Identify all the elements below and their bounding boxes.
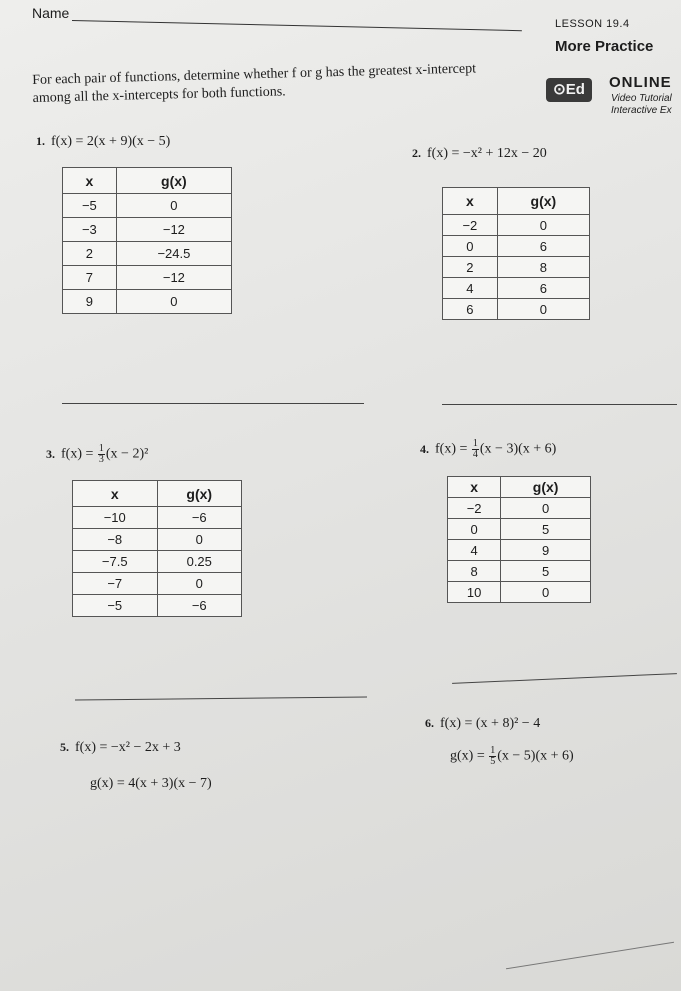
online-label: ONLINE bbox=[609, 74, 672, 91]
table-row bbox=[73, 595, 242, 617]
video-tutorial-label: Video Tutorial bbox=[611, 93, 672, 104]
gx-value: 8 bbox=[497, 257, 589, 278]
problem-3-table bbox=[72, 480, 242, 617]
fraction-denominator: 3 bbox=[98, 454, 104, 465]
gx-value: 0 bbox=[157, 529, 242, 551]
x-value: −3 bbox=[63, 218, 117, 242]
x-value: −7 bbox=[73, 573, 158, 595]
x-value: 10 bbox=[448, 582, 501, 603]
gx-value: 0 bbox=[116, 290, 231, 314]
problem-6-function-g bbox=[450, 746, 574, 767]
fraction-denominator: 5 bbox=[490, 756, 496, 767]
function-f-suffix: (x − 2)² bbox=[105, 446, 149, 462]
table-row bbox=[63, 194, 232, 218]
header-x: x bbox=[63, 168, 117, 194]
problem-3-answer-line[interactable] bbox=[75, 696, 367, 700]
problem-4-answer-line[interactable] bbox=[452, 673, 677, 684]
problem-2-function bbox=[412, 146, 547, 162]
fraction-numerator: 1 bbox=[490, 745, 496, 756]
table-row bbox=[448, 519, 591, 540]
header-gx: g(x) bbox=[497, 188, 589, 215]
gx-value: 0 bbox=[501, 582, 591, 603]
table-row bbox=[448, 498, 591, 519]
problem-4-function bbox=[420, 439, 556, 460]
problem-number: 1. bbox=[36, 134, 45, 148]
table-row bbox=[63, 290, 232, 314]
gx-value: 6 bbox=[497, 236, 589, 257]
gx-value: −24.5 bbox=[116, 242, 231, 266]
x-value: 4 bbox=[443, 278, 498, 299]
function-f: f(x) = −x² − 2x + 3 bbox=[75, 740, 181, 755]
problem-number: 4. bbox=[420, 441, 429, 456]
table-row bbox=[448, 582, 591, 603]
table-row bbox=[73, 573, 242, 595]
gx-value: 0.25 bbox=[157, 551, 242, 573]
x-value: −7.5 bbox=[73, 551, 158, 573]
function-f: f(x) = (x + 8)² − 4 bbox=[440, 716, 541, 731]
problem-number: 5. bbox=[60, 740, 69, 754]
problem-5-function-f bbox=[60, 740, 181, 756]
gx-value: −12 bbox=[116, 266, 231, 290]
table-row bbox=[448, 561, 591, 582]
x-value: 8 bbox=[448, 561, 501, 582]
problem-2-answer-line[interactable] bbox=[442, 404, 677, 405]
problem-4-table bbox=[447, 476, 591, 603]
gx-value: −6 bbox=[157, 595, 242, 617]
function-f-prefix: f(x) = bbox=[435, 441, 468, 457]
problem-2-table bbox=[442, 187, 590, 320]
table-header-row bbox=[443, 188, 590, 215]
fraction bbox=[472, 439, 479, 460]
header-gx: g(x) bbox=[116, 168, 231, 194]
problem-number: 2. bbox=[412, 146, 421, 160]
table-row bbox=[73, 507, 242, 529]
header-gx: g(x) bbox=[157, 481, 242, 507]
table-row bbox=[73, 551, 242, 573]
fraction-numerator: 1 bbox=[98, 443, 104, 454]
problem-number: 3. bbox=[46, 446, 55, 461]
online-resources bbox=[611, 93, 672, 117]
fraction-denominator: 4 bbox=[472, 449, 478, 460]
instructions: For each pair of functions, determine whether f or g has the greatest x-intercept among all the x-intercepts for both functions. bbox=[32, 61, 477, 106]
gx-value: −6 bbox=[157, 507, 242, 529]
problem-1-function bbox=[36, 134, 170, 150]
table-row bbox=[443, 299, 590, 320]
x-value: 9 bbox=[63, 290, 117, 314]
gx-value: 5 bbox=[501, 519, 591, 540]
gx-value: 6 bbox=[497, 278, 589, 299]
function-f: f(x) = −x² + 12x − 20 bbox=[427, 146, 547, 161]
x-value: 6 bbox=[443, 299, 498, 320]
x-value: 7 bbox=[63, 266, 117, 290]
gx-value: 0 bbox=[116, 194, 231, 218]
gx-value: −12 bbox=[116, 218, 231, 242]
gx-value: 0 bbox=[497, 215, 589, 236]
header-gx: g(x) bbox=[501, 477, 591, 498]
x-value: 2 bbox=[63, 242, 117, 266]
ed-online-logo: ⊙Ed bbox=[546, 78, 592, 102]
function-f-prefix: f(x) = bbox=[61, 446, 94, 462]
fraction-numerator: 1 bbox=[472, 438, 478, 449]
table-row bbox=[63, 242, 232, 266]
x-value: −2 bbox=[448, 498, 501, 519]
gx-value: 0 bbox=[501, 498, 591, 519]
problem-6-function-f bbox=[425, 716, 540, 732]
interactive-example-label: Interactive Ex bbox=[611, 105, 672, 116]
problem-6-answer-line[interactable] bbox=[506, 942, 674, 970]
lesson-number: LESSON 19.4 bbox=[555, 18, 630, 30]
fraction bbox=[489, 746, 496, 767]
x-value: −2 bbox=[443, 215, 498, 236]
x-value: −8 bbox=[73, 529, 158, 551]
table-row bbox=[443, 236, 590, 257]
table-row bbox=[63, 218, 232, 242]
x-value: −10 bbox=[73, 507, 158, 529]
gx-value: 5 bbox=[501, 561, 591, 582]
name-answer-line[interactable] bbox=[72, 20, 522, 31]
problem-1-table bbox=[62, 167, 232, 314]
table-row bbox=[443, 278, 590, 299]
x-value: 0 bbox=[443, 236, 498, 257]
header-x: x bbox=[448, 477, 501, 498]
table-header-row bbox=[448, 477, 591, 498]
table-row bbox=[443, 257, 590, 278]
gx-value: 0 bbox=[157, 573, 242, 595]
function-g-prefix: g(x) = bbox=[450, 748, 485, 764]
header-x: x bbox=[73, 481, 158, 507]
gx-value: 0 bbox=[497, 299, 589, 320]
function-f-suffix: (x − 3)(x + 6) bbox=[479, 441, 557, 457]
x-value: −5 bbox=[73, 595, 158, 617]
problem-5-function-g: g(x) = 4(x + 3)(x − 7) bbox=[90, 776, 212, 791]
problem-number: 6. bbox=[425, 716, 434, 730]
table-header-row bbox=[63, 168, 232, 194]
x-value: 4 bbox=[448, 540, 501, 561]
function-f: f(x) = 2(x + 9)(x − 5) bbox=[51, 134, 171, 149]
gx-value: 9 bbox=[501, 540, 591, 561]
table-row bbox=[63, 266, 232, 290]
more-practice-title: More Practice bbox=[555, 38, 654, 55]
fraction bbox=[98, 444, 105, 465]
table-row bbox=[73, 529, 242, 551]
table-header-row bbox=[73, 481, 242, 507]
name-label: Name bbox=[32, 5, 70, 21]
table-row bbox=[443, 215, 590, 236]
problem-1-answer-line[interactable] bbox=[62, 403, 364, 404]
table-row bbox=[448, 540, 591, 561]
header-x: x bbox=[443, 188, 498, 215]
problem-3-function bbox=[46, 444, 148, 465]
x-value: −5 bbox=[63, 194, 117, 218]
x-value: 0 bbox=[448, 519, 501, 540]
x-value: 2 bbox=[443, 257, 498, 278]
function-g-suffix: (x − 5)(x + 6) bbox=[497, 748, 574, 764]
